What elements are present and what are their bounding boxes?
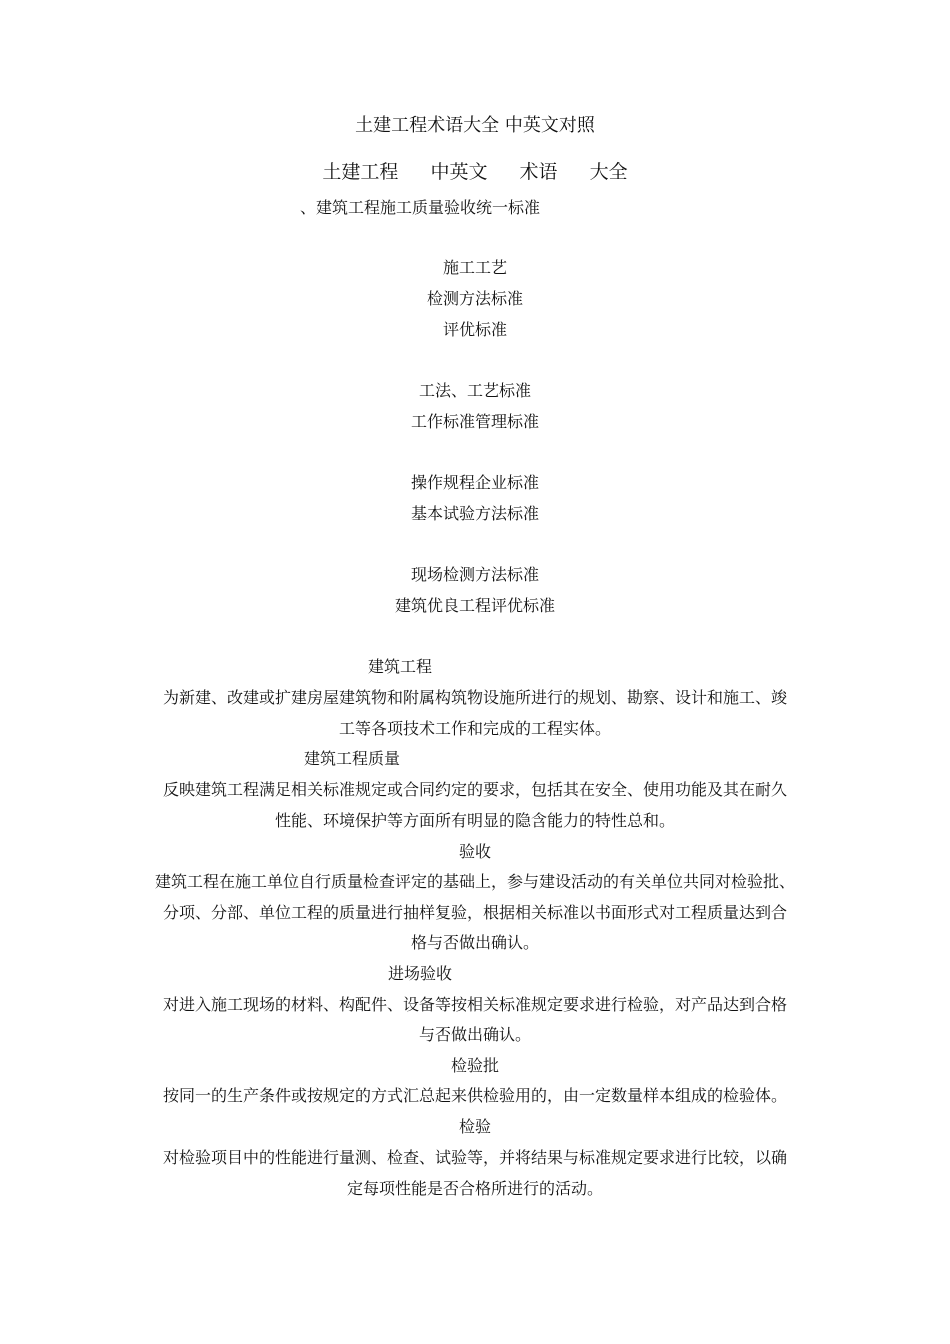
term-definition-line: 格与否做出确认。 bbox=[410, 933, 539, 952]
term-heading: 进场验收 bbox=[388, 964, 453, 983]
term-heading: 验收 bbox=[458, 842, 491, 861]
list-item: 工法、工艺标准 bbox=[418, 381, 531, 400]
term-heading: 建筑工程质量 bbox=[304, 749, 401, 768]
subtitle-part-2: 中英文 bbox=[430, 161, 488, 183]
list-item: 操作规程企业标准 bbox=[410, 473, 539, 492]
term-definition-line: 对检验项目中的性能进行量测、检查、试验等，并将结果与标准规定要求进行比较，以确 bbox=[162, 1148, 787, 1167]
subtitle-part-3: 术语 bbox=[519, 161, 558, 183]
term-definition-line: 性能、环境保护等方面所有明显的隐含能力的特性总和。 bbox=[274, 811, 675, 830]
term-heading: 检验 bbox=[458, 1117, 491, 1136]
subtitle-part-4: 大全 bbox=[589, 161, 628, 183]
term-definition-line: 对进入施工现场的材料、构配件、设备等按相关标准规定要求进行检验，对产品达到合格 bbox=[162, 995, 787, 1014]
term-definition-line: 反映建筑工程满足相关标准规定或合同约定的要求，包括其在安全、使用功能及其在耐久 bbox=[162, 780, 787, 799]
term-definition-line: 为新建、改建或扩建房屋建筑物和附属构筑物设施所进行的规划、勘察、设计和施工、竣 bbox=[162, 688, 787, 707]
list-item: 工作标准管理标准 bbox=[410, 412, 539, 431]
standard-heading: 、建筑工程施工质量验收统一标准 bbox=[300, 198, 541, 217]
term-definition-line: 建筑工程在施工单位自行质量检查评定的基础上，参与建设活动的有关单位共同对检验批、 bbox=[154, 872, 795, 891]
document-title: 土建工程术语大全 中英文对照 bbox=[355, 115, 595, 136]
list-item: 检测方法标准 bbox=[426, 289, 523, 308]
subtitle-part-1: 土建工程 bbox=[322, 161, 399, 183]
term-heading: 检验批 bbox=[450, 1056, 499, 1075]
list-item: 现场检测方法标准 bbox=[410, 565, 539, 584]
term-definition-line: 分项、分部、单位工程的质量进行抽样复验，根据相关标准以书面形式对工程质量达到合 bbox=[162, 903, 787, 922]
term-definition-line: 定每项性能是否合格所进行的活动。 bbox=[346, 1179, 603, 1198]
term-heading: 建筑工程 bbox=[368, 657, 433, 676]
list-item: 评优标准 bbox=[442, 320, 507, 339]
term-definition-line: 按同一的生产条件或按规定的方式汇总起来供检验用的，由一定数量样本组成的检验体。 bbox=[162, 1086, 787, 1105]
list-item: 基本试验方法标准 bbox=[410, 504, 539, 523]
term-definition-line: 与否做出确认。 bbox=[418, 1025, 531, 1044]
list-item: 建筑优良工程评优标准 bbox=[394, 596, 555, 615]
term-definition-line: 工等各项技术工作和完成的工程实体。 bbox=[338, 719, 611, 738]
document-subtitle bbox=[0, 162, 950, 182]
list-item: 施工工艺 bbox=[442, 258, 507, 277]
